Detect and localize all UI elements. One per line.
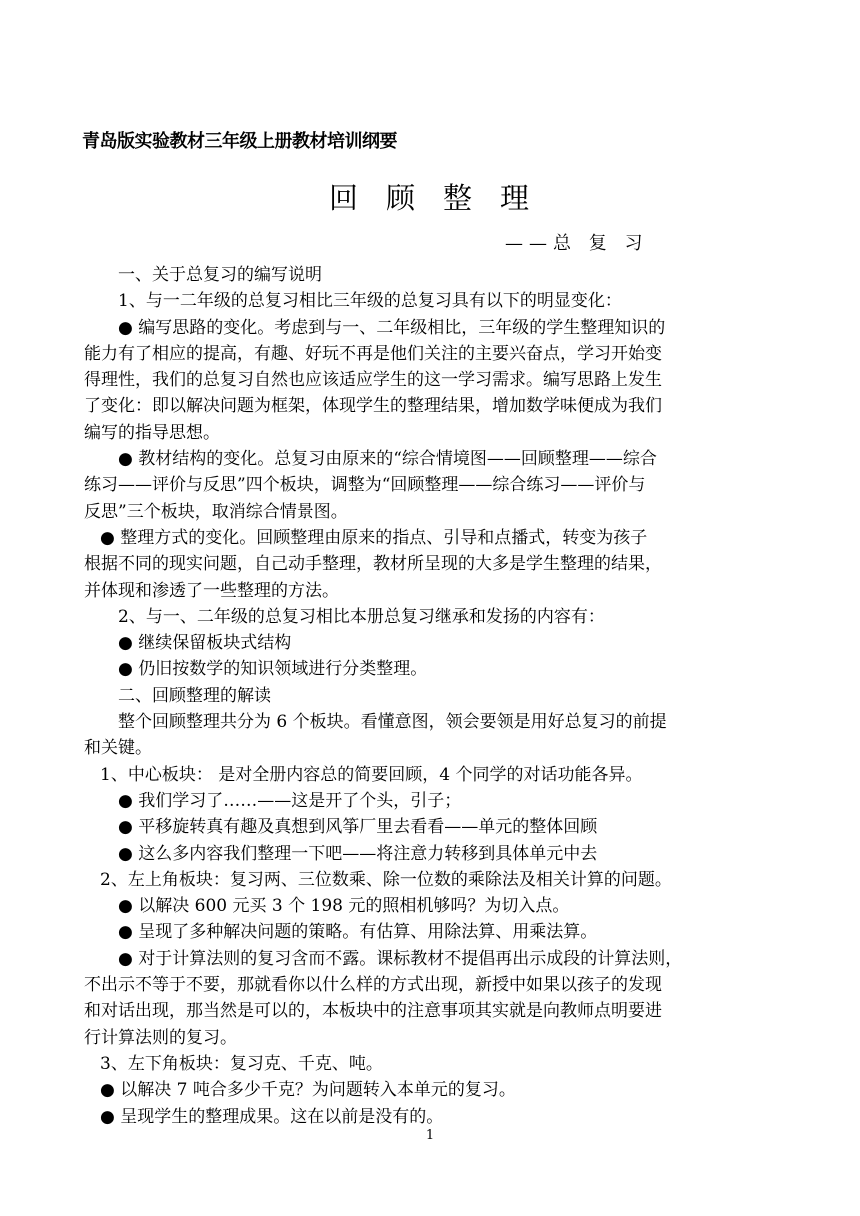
list-item: ● 呈现了多种解决问题的策略。有估算、用除法算、用乘法算。 — [118, 922, 598, 943]
paragraph-line: 得理性，我们的总复习自然也应该适应学生的这一学习需求。编写思路上发生 — [84, 370, 662, 391]
paragraph-line: 根据不同的现实问题，自己动手整理，教材所呈现的大多是学生整理的结果， — [84, 554, 662, 575]
section-heading: 1、与一二年级的总复习相比三年级的总复习具有以下的明显变化： — [118, 291, 622, 312]
paragraph-line: 和对话出现，那当然是可以的，本板块中的注意事项其实就是向教师点明要进 — [84, 1001, 662, 1022]
list-item: ● 呈现学生的整理成果。这在以前是没有的。 — [100, 1106, 444, 1127]
paragraph-line: 反思”三个板块，取消综合情景图。 — [84, 501, 348, 522]
list-item: ● 我们学习了……——这是开了个头，引子； — [118, 790, 462, 811]
paragraph-line: 整个回顾整理共分为 6 个板块。看懂意图，领会要领是用好总复习的前提 — [118, 712, 667, 733]
main-title: 回顾整理 — [328, 181, 557, 215]
paragraph-line: ● 编写思路的变化。考虑到与一、二年级相比，三年级的学生整理知识的 — [118, 317, 666, 338]
paragraph-line: 行计算法则的复习。 — [84, 1027, 237, 1048]
paragraph-line: ● 对于计算法则的复习含而不露。课标教材不提倡再出示成段的计算法则， — [118, 948, 683, 969]
section-heading: 1、中心板块： 是对全册内容总的简要回顾，4 个同学的对话功能各异。 — [100, 764, 643, 785]
paragraph-line: 了变化：即以解决问题为框架，体现学生的整理结果，增加数学味便成为我们 — [84, 396, 662, 417]
section-heading: 3、左下角板块：复习克、千克、吨。 — [100, 1053, 383, 1074]
paragraph-line: 和关键。 — [84, 738, 152, 759]
section-heading: 2、与一、二年级的总复习相比本册总复习继承和发扬的内容有： — [118, 606, 605, 627]
section-heading: 2、左上角板块：复习两、三位数乘、除一位数的乘除法及相关计算的问题。 — [100, 869, 672, 890]
list-item: ● 平移旋转真有趣及真想到风筝厂里去看看——单元的整体回顾 — [118, 817, 598, 838]
page-number: 1 — [425, 1128, 435, 1143]
paragraph-line: 不出示不等于不要，那就看你以什么样的方式出现，新授中如果以孩子的发现 — [84, 975, 662, 996]
subtitle: ——总 复 习 — [505, 233, 649, 254]
paragraph-line: 能力有了相应的提高，有趣、好玩不再是他们关注的主要兴奋点，学习开始变 — [84, 343, 662, 364]
paragraph-line: ● 教材结构的变化。总复习由原来的“综合情境图——回顾整理——综合 — [118, 449, 657, 470]
section-heading: 一、关于总复习的编写说明 — [118, 265, 322, 285]
document-title: 青岛版实验教材三年级上册教材培训纲要 — [82, 131, 397, 152]
document-body — [84, 262, 778, 1130]
paragraph-line: 编写的指导思想。 — [84, 422, 220, 443]
section-heading: 二、回顾整理的解读 — [118, 685, 271, 706]
list-item: ● 仍旧按数学的知识领域进行分类整理。 — [118, 659, 428, 680]
paragraph-line: 并体现和渗透了一些整理的方法。 — [84, 580, 339, 601]
list-item: ● 这么多内容我们整理一下吧——将注意力转移到具体单元中去 — [118, 843, 598, 864]
list-item: ● 继续保留板块式结构 — [118, 633, 292, 654]
paragraph-line: 练习——评价与反思”四个板块，调整为“回顾整理——综合练习——评价与 — [84, 475, 646, 496]
list-item: ● 以解决 7 吨合多少千克？为问题转入本单元的复习。 — [100, 1080, 516, 1101]
paragraph-line: ● 整理方式的变化。回顾整理由原来的指点、引导和点播式，转变为孩子 — [100, 527, 648, 548]
list-item: ● 以解决 600 元买 3 个 198 元的照相机够吗？为切入点。 — [118, 896, 570, 917]
